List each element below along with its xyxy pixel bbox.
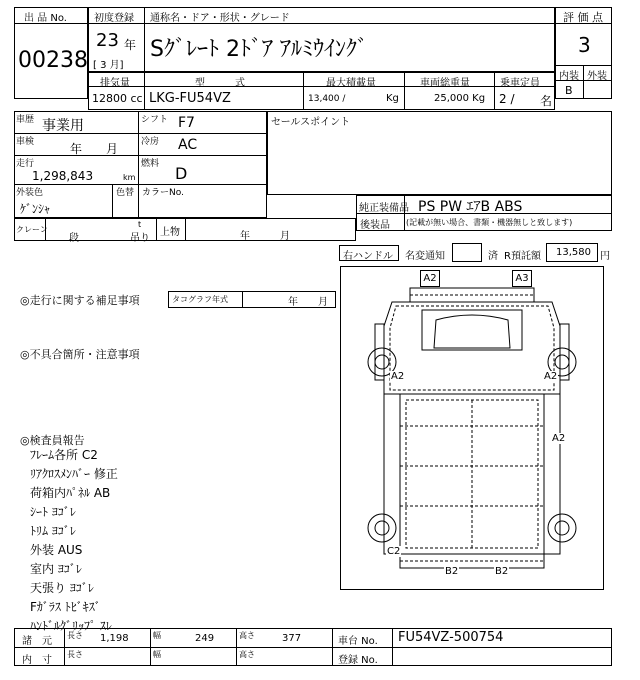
damage-mark: A3	[512, 270, 532, 287]
gross-label: 車両総重量	[420, 78, 470, 89]
exterior-grade-label: 外装	[587, 71, 607, 82]
inspector-line: 荷箱内ﾊﾟﾈﾙ AB	[30, 486, 111, 500]
length-label: 長さ	[67, 631, 83, 640]
inspector-line: ﾌﾚｰﾑ各所 C2	[30, 448, 98, 462]
std-equip-value: PS PW ｴｱB ABS	[418, 199, 523, 215]
crane-label: クレーン	[16, 225, 48, 234]
handle-value: 右ハンドル	[343, 251, 393, 262]
first-reg-label: 初度登録	[94, 13, 134, 24]
inner-length-label: 長さ	[67, 650, 83, 659]
model-label: 型 式	[195, 78, 245, 89]
color-label: 外装色	[16, 188, 44, 198]
lot-number: 00238	[18, 48, 88, 73]
shift-label: シフト	[141, 115, 169, 125]
std-equip-label: 純正装備品	[359, 203, 409, 214]
fuel-label: 燃料	[141, 159, 160, 169]
crane-stage-unit: 段	[69, 233, 79, 244]
inner-height-label: 高さ	[239, 650, 255, 659]
registration-label: 登録 No.	[338, 655, 378, 666]
inspector-line: ﾄﾘﾑ ﾖｺﾞﾚ	[30, 524, 76, 538]
dims-label: 諸 元	[22, 636, 52, 647]
width-label: 幅	[153, 631, 161, 640]
recycle-deposit-value: 13,580	[556, 247, 591, 258]
inspector-line: ﾊﾝﾄﾞﾙｸﾞﾘｯﾌﾟ ｽﾚ	[30, 619, 112, 633]
aftermarket-label: 後装品	[360, 220, 390, 231]
inspector-line: ｼｰﾄ ﾖｺﾞﾚ	[30, 505, 76, 519]
inner-width-label: 幅	[153, 650, 161, 659]
inspector-line: 外装 AUS	[30, 543, 83, 557]
tacho-label: タコグラフ年式	[172, 295, 228, 304]
inspector-title: ◎検査員報告	[20, 434, 85, 447]
supplement-title: ◎走行に関する補足事項	[20, 294, 140, 307]
ac-value: AC	[178, 137, 198, 153]
shift-value: F7	[178, 115, 195, 131]
color-value: ｹﾞﾝｼｬ	[20, 202, 51, 216]
car-title: Sｸﾞﾚｰﾄ 2ﾄﾞｱ ｱﾙﾐｳｲﾝｸﾞ	[150, 37, 368, 62]
depreciation-status: 済	[488, 251, 498, 262]
title-label: 通称名・ドア・形状・グレード	[150, 13, 290, 24]
ac-label: 冷房	[141, 137, 160, 147]
height-value: 377	[282, 633, 302, 644]
damage-mark: A2	[391, 371, 405, 382]
model-value: LKG-FU54VZ	[149, 91, 231, 106]
defects-title: ◎不具合箇所・注意事項	[20, 348, 140, 361]
displacement-value: 12800 cc	[92, 92, 143, 105]
gross-value: 25,000 Kg	[434, 93, 486, 104]
name-change-box	[452, 243, 482, 262]
first-reg-year-unit: 年	[124, 38, 137, 52]
mileage-label: 走行	[16, 159, 35, 169]
recycle-deposit-unit: 円	[600, 251, 610, 262]
inspection-value: 年 月	[70, 142, 119, 156]
grade-label: 評 価 点	[563, 11, 603, 24]
crane-lift-unit: 吊り	[130, 233, 150, 244]
inspector-line: ﾘｱｸﾛｽﾒﾝﾊﾞｰ 修正	[30, 467, 118, 481]
sales-point-label: セールスポイント	[271, 117, 351, 128]
inspector-line: 天張り ﾖｺﾞﾚ	[30, 581, 94, 595]
damage-mark: A2	[420, 270, 440, 287]
history-value: 事業用	[42, 118, 84, 134]
history-label: 車歴	[16, 115, 35, 125]
chassis-value: FU54VZ-500754	[398, 630, 504, 645]
damage-mark: B2	[495, 566, 509, 577]
crane-ton-unit: t	[138, 220, 142, 229]
damage-mark: A2	[552, 433, 566, 444]
chassis-label: 車台 No.	[338, 636, 378, 647]
seating-unit: 名	[540, 94, 553, 108]
load-unit: Kg	[386, 93, 399, 104]
tacho-date: 年 月	[288, 297, 328, 308]
name-change-label: 名変通知	[405, 251, 445, 262]
height-label: 高さ	[239, 631, 255, 640]
mileage-value: 1,298,843	[32, 169, 94, 183]
displacement-label: 排気量	[100, 78, 130, 89]
recycle-deposit-label: R預託額	[504, 251, 541, 262]
damage-mark: B2	[445, 566, 459, 577]
overall-grade: 3	[578, 33, 591, 57]
aftermarket-note: (記載が無い場合、書類・機器無しと致します)	[406, 218, 573, 227]
lot-label: 出 品 No.	[24, 13, 67, 24]
first-reg-year: 23	[96, 30, 119, 51]
load-label: 最大積載量	[326, 78, 376, 89]
truck-outline	[340, 266, 604, 590]
fuel-value: D	[175, 164, 188, 183]
inspector-line: Fｶﾞﾗｽ ﾄﾋﾞｷｽﾞ	[30, 600, 101, 614]
inspection-label: 車検	[16, 137, 35, 147]
interior-grade-label: 内装	[559, 71, 579, 82]
damage-mark: A2	[544, 371, 558, 382]
color-change-label: 色替	[116, 188, 135, 198]
color-number-label: カラーNo.	[142, 188, 184, 198]
inner-dims-label: 内 寸	[22, 655, 52, 666]
length-value: 1,198	[100, 633, 129, 644]
load-value: 13,400 /	[308, 94, 346, 104]
seating-label: 乗車定員	[500, 78, 540, 89]
damage-mark: C2	[387, 546, 401, 557]
upper-label: 上物	[160, 227, 180, 238]
interior-grade: B	[565, 84, 573, 97]
width-value: 249	[195, 633, 215, 644]
upper-date: 年 月	[240, 231, 290, 242]
seating-value: 2 /	[499, 92, 515, 106]
first-reg-month: [ 3 月]	[93, 60, 124, 71]
inspector-line: 室内 ﾖｺﾞﾚ	[30, 562, 82, 576]
mileage-unit: km	[123, 173, 136, 182]
